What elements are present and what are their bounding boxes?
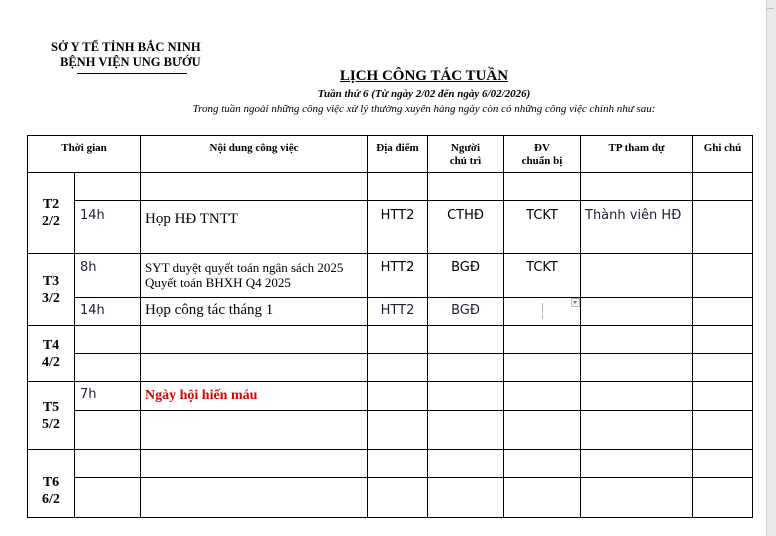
note-cell[interactable] bbox=[693, 382, 753, 411]
prep-cell[interactable] bbox=[504, 411, 581, 450]
time-cell[interactable] bbox=[75, 354, 141, 382]
time-cell[interactable] bbox=[75, 326, 141, 354]
content-cell[interactable] bbox=[141, 354, 368, 382]
location-cell[interactable] bbox=[368, 326, 428, 354]
prep-cell[interactable] bbox=[504, 450, 581, 478]
table-header-row bbox=[28, 136, 753, 173]
time-cell[interactable] bbox=[75, 411, 141, 450]
day-cell-t2: T2 2/2 bbox=[28, 173, 75, 254]
note-cell[interactable] bbox=[693, 173, 753, 201]
note-cell[interactable] bbox=[693, 326, 753, 354]
day-cell-t4: T4 4/2 bbox=[28, 326, 75, 382]
prep-cell[interactable] bbox=[504, 382, 581, 411]
dropdown-arrow-icon[interactable] bbox=[571, 298, 580, 307]
col-header-attend: TP tham dự bbox=[581, 136, 693, 173]
location-cell[interactable] bbox=[368, 382, 428, 411]
intro-text: Trong tuần ngoài những công việc xử lý thường xuyên hàng ngày còn có những công việc chính như sau: bbox=[192, 103, 656, 115]
table-row bbox=[28, 173, 753, 201]
prep-cell[interactable] bbox=[504, 478, 581, 518]
org-department: SỞ Y TẾ TỈNH BẮC NINH bbox=[51, 40, 201, 54]
location-cell[interactable] bbox=[368, 478, 428, 518]
time-cell[interactable] bbox=[75, 478, 141, 518]
time-cell[interactable] bbox=[75, 173, 141, 201]
time-cell[interactable]: 8h bbox=[75, 254, 141, 298]
text-cursor bbox=[542, 303, 543, 319]
time-cell[interactable]: 14h bbox=[75, 298, 141, 326]
content-cell[interactable] bbox=[141, 173, 368, 201]
location-cell[interactable]: HTT2 bbox=[368, 254, 428, 298]
attend-cell[interactable] bbox=[581, 450, 693, 478]
table-row bbox=[28, 382, 753, 411]
col-header-location: Địa điểm bbox=[368, 136, 428, 173]
location-cell[interactable]: HTT2 bbox=[368, 298, 428, 326]
note-cell[interactable] bbox=[693, 450, 753, 478]
org-hospital: BỆNH VIỆN UNG BƯỚU bbox=[60, 55, 201, 69]
attend-cell[interactable] bbox=[581, 354, 693, 382]
host-cell[interactable]: CTHĐ bbox=[428, 201, 504, 254]
note-cell[interactable] bbox=[693, 354, 753, 382]
attend-cell[interactable] bbox=[581, 298, 693, 326]
day-cell-t3: T3 3/2 bbox=[28, 254, 75, 326]
prep-cell[interactable]: TCKT bbox=[504, 201, 581, 254]
content-cell[interactable]: Họp công tác tháng 1 bbox=[141, 298, 368, 326]
attend-cell[interactable] bbox=[581, 326, 693, 354]
host-cell[interactable]: BGĐ bbox=[428, 298, 504, 326]
host-cell[interactable] bbox=[428, 450, 504, 478]
content-cell[interactable] bbox=[141, 326, 368, 354]
attend-cell[interactable] bbox=[581, 478, 693, 518]
host-cell[interactable]: BGĐ bbox=[428, 254, 504, 298]
note-cell[interactable] bbox=[693, 411, 753, 450]
note-cell[interactable] bbox=[693, 201, 753, 254]
prep-cell[interactable] bbox=[504, 298, 581, 326]
table-row bbox=[28, 201, 753, 254]
host-cell[interactable] bbox=[428, 173, 504, 201]
table-row bbox=[28, 298, 753, 326]
weekly-schedule-table bbox=[27, 135, 753, 518]
col-header-content: Nội dung công việc bbox=[141, 136, 368, 173]
content-cell[interactable] bbox=[141, 478, 368, 518]
location-cell[interactable] bbox=[368, 354, 428, 382]
content-cell[interactable]: Họp HĐ TNTT bbox=[141, 201, 368, 254]
prep-cell[interactable]: TCKT bbox=[504, 254, 581, 298]
table-row bbox=[28, 254, 753, 298]
time-cell[interactable]: 7h bbox=[75, 382, 141, 411]
col-header-time: Thời gian bbox=[28, 136, 141, 173]
location-cell[interactable] bbox=[368, 173, 428, 201]
table-row bbox=[28, 354, 753, 382]
note-cell[interactable] bbox=[693, 254, 753, 298]
location-cell[interactable] bbox=[368, 411, 428, 450]
location-cell[interactable]: HTT2 bbox=[368, 201, 428, 254]
host-cell[interactable] bbox=[428, 478, 504, 518]
document-title: LỊCH CÔNG TÁC TUẦN bbox=[339, 68, 509, 84]
attend-cell[interactable] bbox=[581, 173, 693, 201]
prep-cell[interactable] bbox=[504, 326, 581, 354]
host-cell[interactable] bbox=[428, 326, 504, 354]
note-cell[interactable] bbox=[693, 478, 753, 518]
table-row bbox=[28, 326, 753, 354]
week-subtitle: Tuần thứ 6 (Từ ngày 2/02 đến ngày 6/02/2026) bbox=[317, 88, 531, 100]
day-cell-t5: T5 5/2 bbox=[28, 382, 75, 450]
location-cell[interactable] bbox=[368, 450, 428, 478]
content-cell[interactable] bbox=[141, 411, 368, 450]
table-row bbox=[28, 450, 753, 478]
attend-cell[interactable] bbox=[581, 254, 693, 298]
attend-cell[interactable] bbox=[581, 382, 693, 411]
time-cell[interactable] bbox=[75, 450, 141, 478]
attend-cell[interactable]: Thành viên HĐ bbox=[581, 201, 693, 254]
day-cell-t6: T6 6/2 bbox=[28, 450, 75, 518]
prep-cell[interactable] bbox=[504, 173, 581, 201]
content-cell[interactable] bbox=[141, 450, 368, 478]
attend-cell[interactable] bbox=[581, 411, 693, 450]
host-cell[interactable] bbox=[428, 411, 504, 450]
col-header-note: Ghi chú bbox=[693, 136, 753, 173]
table-row bbox=[28, 478, 753, 518]
host-cell[interactable] bbox=[428, 382, 504, 411]
table-row bbox=[28, 411, 753, 450]
host-cell[interactable] bbox=[428, 354, 504, 382]
prep-cell[interactable] bbox=[504, 354, 581, 382]
content-cell[interactable]: Ngày hội hiến máu bbox=[141, 382, 368, 411]
note-cell[interactable] bbox=[693, 298, 753, 326]
time-cell[interactable]: 14h bbox=[75, 201, 141, 254]
col-header-host: Người chủ trì bbox=[428, 136, 504, 173]
content-cell[interactable]: SYT duyệt quyết toán ngân sách 2025 Quyết toán BHXH Q4 2025 bbox=[141, 254, 368, 298]
page-corner-mark bbox=[767, 8, 774, 9]
col-header-prep: ĐV chuẩn bị bbox=[504, 136, 581, 173]
